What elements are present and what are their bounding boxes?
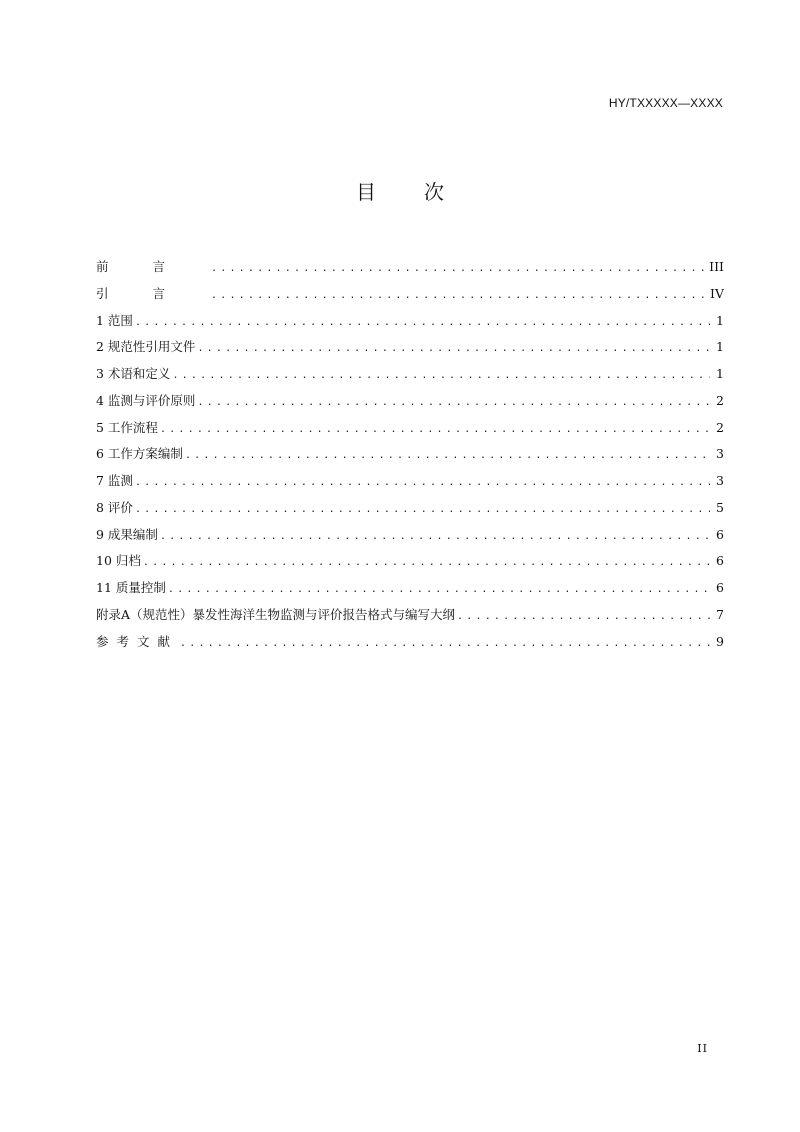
toc-leader-dots — [457, 611, 710, 622]
toc-entry-label: 6 工作方案编制 — [96, 446, 183, 462]
toc-entry-principles[interactable] — [96, 391, 724, 418]
toc-entry-page: 5 — [716, 499, 724, 515]
toc-entry-page: 6 — [716, 580, 724, 595]
toc-entry-page: 9 — [716, 633, 724, 649]
toc-entry-quality-control[interactable] — [96, 578, 724, 605]
toc-entry-page: 3 — [716, 446, 724, 462]
toc-leader-dots — [180, 638, 710, 649]
toc-entry-label: 前言 — [96, 259, 210, 274]
toc-leader-dots — [211, 263, 705, 274]
toc-entry-page: IV — [710, 285, 724, 301]
toc-entry-evaluation[interactable] — [96, 498, 724, 525]
document-code: HY/TXXXXX—XXXX — [608, 96, 723, 110]
toc-entry-terms-definitions[interactable] — [96, 364, 724, 391]
toc-leader-dots — [185, 450, 710, 461]
toc-entry-foreword[interactable] — [96, 257, 724, 284]
toc-leader-dots — [135, 504, 710, 515]
toc-leader-dots — [135, 317, 710, 328]
toc-entry-label: 附录A（规范性）暴发性海洋生物监测与评价报告格式与编写大纲 — [96, 606, 456, 622]
toc-entry-label: 参考文献 — [96, 633, 179, 649]
toc-entry-label: 4 监测与评价原则 — [96, 392, 196, 408]
toc-entry-page: 2 — [716, 392, 724, 408]
toc-entry-archiving[interactable] — [96, 551, 724, 578]
toc-entry-results[interactable] — [96, 525, 724, 552]
toc-leader-dots — [143, 557, 710, 568]
toc-entry-page: 2 — [716, 419, 724, 435]
toc-entry-monitoring[interactable] — [96, 471, 724, 498]
toc-entry-page: 7 — [716, 606, 724, 622]
toc-entry-label: 7 监测 — [96, 473, 133, 488]
toc-entry-label: 10 归档 — [96, 553, 141, 569]
toc-leader-dots — [197, 397, 710, 408]
toc-entry-label: 1 范围 — [96, 312, 133, 328]
toc-entry-page: 1 — [716, 312, 724, 328]
toc-entry-label: 5 工作流程 — [96, 419, 158, 435]
page-number: II — [697, 1042, 708, 1055]
toc-leader-dots — [160, 531, 710, 542]
toc-entry-page: 3 — [716, 473, 724, 488]
toc-entry-appendix-a[interactable] — [96, 605, 724, 632]
toc-leader-dots — [160, 424, 710, 435]
toc-entry-bibliography[interactable] — [96, 632, 724, 659]
table-of-contents — [96, 257, 724, 658]
toc-entry-page: 1 — [716, 339, 724, 355]
toc-entry-workflow[interactable] — [96, 418, 724, 445]
toc-entry-introduction[interactable] — [96, 284, 724, 311]
title-char-1: 目 — [356, 180, 376, 204]
toc-leader-dots — [197, 343, 710, 354]
toc-leader-dots — [172, 370, 710, 381]
toc-entry-label: 引言 — [96, 285, 210, 301]
page-title — [0, 176, 800, 205]
title-char-2: 次 — [424, 180, 444, 204]
toc-entry-label: 3 术语和定义 — [96, 366, 171, 381]
toc-entry-work-plan[interactable] — [96, 444, 724, 471]
toc-entry-page: 6 — [716, 553, 724, 569]
toc-leader-dots — [211, 290, 706, 301]
toc-entry-page: 1 — [716, 366, 724, 381]
toc-entry-label: 11 质量控制 — [96, 580, 166, 595]
toc-entry-label: 2 规范性引用文件 — [96, 339, 196, 355]
toc-leader-dots — [168, 584, 710, 595]
toc-leader-dots — [135, 477, 710, 488]
toc-entry-page: III — [709, 259, 724, 274]
toc-entry-page: 6 — [716, 526, 724, 542]
toc-entry-scope[interactable] — [96, 311, 724, 338]
toc-entry-label: 8 评价 — [96, 499, 133, 515]
toc-entry-label: 9 成果编制 — [96, 526, 158, 542]
toc-entry-normative-references[interactable] — [96, 337, 724, 364]
